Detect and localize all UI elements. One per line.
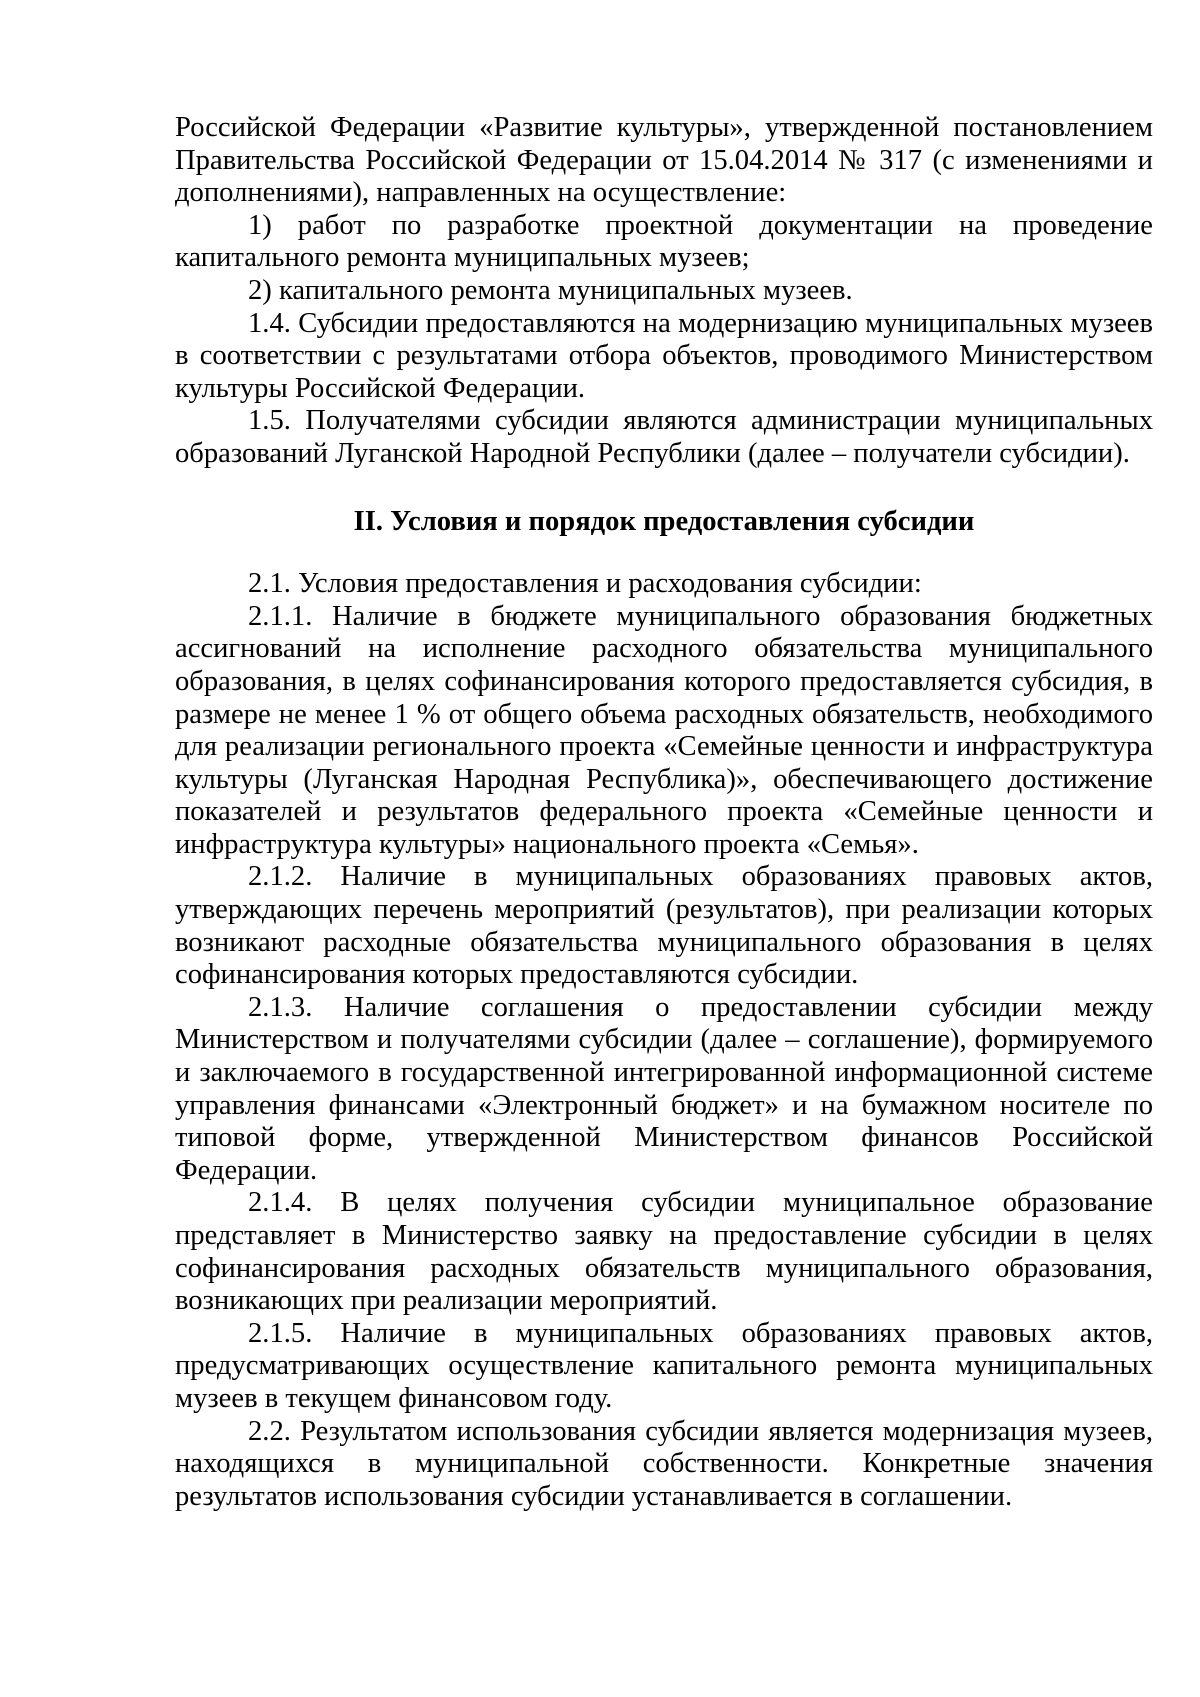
section-heading-ii: II. Условия и порядок предоставления субсидии xyxy=(353,505,975,537)
spacer xyxy=(175,471,1153,506)
paragraph-program-reference: Российской Федерации «Развитие культуры», утвержденной постановлением Правительства Российской Федерации от 15.04.2014 № 317 (с изменениями и дополнениями), направленных на осуществление: xyxy=(175,112,1153,209)
paragraph-item-1-design-works: 1) работ по разработке проектной документации на проведение капитального ремонта муниципальных музеев; xyxy=(175,209,1153,274)
paragraph-2-1: 2.1. Условия предоставления и расходования субсидии: xyxy=(248,568,922,600)
spacer xyxy=(175,538,1153,568)
document-page xyxy=(175,112,1153,1513)
paragraph-item-2-capital-repair: 2) капитального ремонта муниципальных музеев. xyxy=(248,274,853,306)
paragraph-2-1-2: 2.1.2. Наличие в муниципальных образованиях правовых актов, утверждающих перечень мероприятий (результатов), при реализации которых возникают расходные обязательства муниципального образования в целях софинансирования которых предоставляются субсидии. xyxy=(175,861,1153,991)
paragraph-2-2: 2.2. Результатом использования субсидии является модернизация музеев, находящихся в муниципальной собственности. Конкретные значения результатов использования субсидии устанавливается в соглашении. xyxy=(175,1415,1153,1512)
paragraph-1-4: 1.4. Субсидии предоставляются на модернизацию муниципальных музеев в соответствии с результатами отбора объектов, проводимого Министерством культуры Российской Федерации. xyxy=(175,307,1153,404)
paragraph-2-1-5: 2.1.5. Наличие в муниципальных образованиях правовых актов, предусматривающих осуществление капитального ремонта муниципальных музеев в текущем финансовом году. xyxy=(175,1317,1153,1414)
paragraph-2-1-3: 2.1.3. Наличие соглашения о предоставлении субсидии между Министерством и получателями субсидии (далее – соглашение), формируемого и заключаемого в государственной интегрированной информационной системе управления финансами «Электронный бюджет» и на бумажном носителе по типовой форме, утвержденной Министерством финансов Российской Федерации. xyxy=(175,991,1153,1186)
paragraph-1-5: 1.5. Получателями субсидии являются администрации муниципальных образований Луганской Народной Республики (далее – получатели субсидии). xyxy=(175,405,1153,469)
paragraph-2-1-1: 2.1.1. Наличие в бюджете муниципального образования бюджетных ассигнований на исполнение расходного обязательства муниципального образования, в целях софинансирования которого предоставляется субсидия, в размере не менее 1 % от общего объема расходных обязательств, необходимого для реализации регионального проекта «Семейные ценности и инфраструктура культуры (Луганская Народная Республика)», обеспечивающего достижение показателей и результатов федерального проекта «Семейные ценности и инфраструктура культуры» национального проекта «Семья». xyxy=(175,600,1153,860)
paragraph-2-1-4: 2.1.4. В целях получения субсидии муниципальное образование представляет в Министерство заявку на предоставление субсидии в целях софинансирования расходных обязательств муниципального образования, возникающих при реализации мероприятий. xyxy=(175,1187,1153,1317)
